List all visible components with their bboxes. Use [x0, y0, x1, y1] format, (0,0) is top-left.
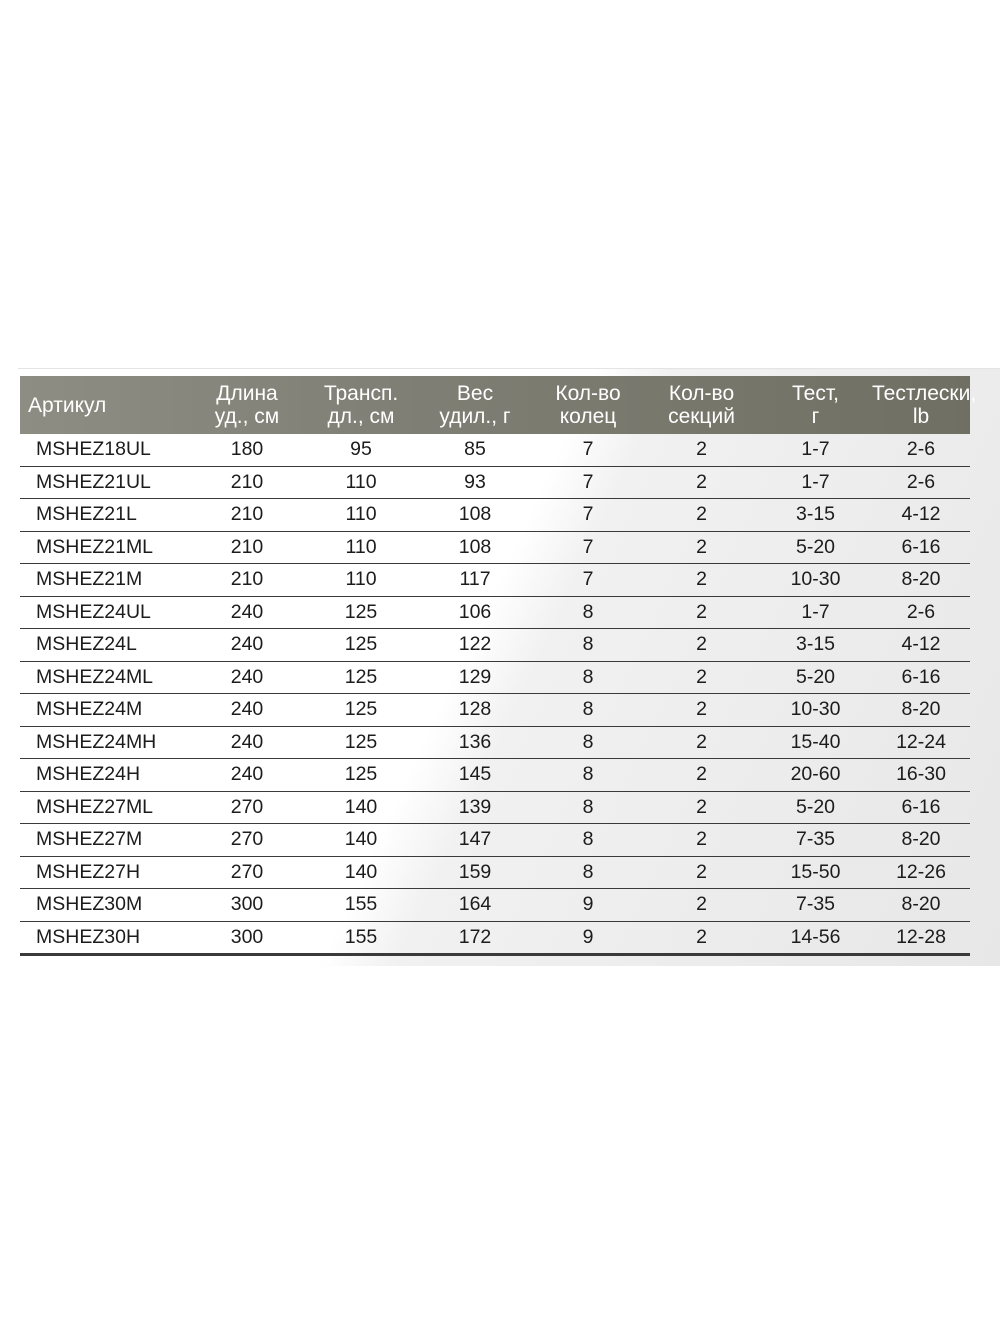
- header-row: [20, 376, 970, 434]
- cell-transport-length: 110: [304, 564, 418, 597]
- header-article: [20, 376, 190, 434]
- cell-line-test: 8-20: [872, 824, 970, 857]
- cell-rod-length: 210: [190, 531, 304, 564]
- table-row: [20, 921, 970, 955]
- table-row: [20, 466, 970, 499]
- cell-rod-length: 240: [190, 596, 304, 629]
- table-row: [20, 791, 970, 824]
- header-label-line: колец: [559, 405, 617, 428]
- cell-line-test: 2-6: [872, 596, 970, 629]
- cell-guides-count: 8: [532, 824, 644, 857]
- cell-article: MSHEZ24M: [20, 694, 190, 727]
- cell-guides-count: 9: [532, 921, 644, 955]
- cell-sections-count: 2: [644, 759, 759, 792]
- table-row: [20, 824, 970, 857]
- cell-guides-count: 8: [532, 694, 644, 727]
- header-label-line: Артикул: [28, 393, 107, 417]
- cell-casting-weight: 3-15: [759, 629, 872, 662]
- header-label-line: Тест,: [792, 382, 839, 405]
- cell-casting-weight: 10-30: [759, 564, 872, 597]
- cell-line-test: 2-6: [872, 434, 970, 466]
- table-row: [20, 596, 970, 629]
- cell-sections-count: 2: [644, 466, 759, 499]
- cell-casting-weight: 5-20: [759, 791, 872, 824]
- cell-article: MSHEZ18UL: [20, 434, 190, 466]
- header-sections-count: [644, 376, 759, 434]
- cell-casting-weight: 10-30: [759, 694, 872, 727]
- table-row: [20, 661, 970, 694]
- table-row: [20, 759, 970, 792]
- cell-article: MSHEZ30M: [20, 889, 190, 922]
- cell-rod-weight: 164: [418, 889, 532, 922]
- cell-casting-weight: 14-56: [759, 921, 872, 955]
- cell-rod-weight: 128: [418, 694, 532, 727]
- cell-line-test: 2-6: [872, 466, 970, 499]
- cell-rod-weight: 122: [418, 629, 532, 662]
- cell-transport-length: 125: [304, 759, 418, 792]
- cell-rod-length: 210: [190, 466, 304, 499]
- cell-transport-length: 110: [304, 499, 418, 532]
- cell-casting-weight: 20-60: [759, 759, 872, 792]
- table-row: [20, 726, 970, 759]
- cell-rod-length: 270: [190, 791, 304, 824]
- cell-article: MSHEZ21M: [20, 564, 190, 597]
- cell-casting-weight: 3-15: [759, 499, 872, 532]
- cell-sections-count: 2: [644, 856, 759, 889]
- cell-rod-length: 210: [190, 499, 304, 532]
- cell-line-test: 4-12: [872, 499, 970, 532]
- cell-casting-weight: 1-7: [759, 434, 872, 466]
- cell-casting-weight: 5-20: [759, 661, 872, 694]
- cell-sections-count: 2: [644, 791, 759, 824]
- table-row: [20, 694, 970, 727]
- cell-rod-length: 240: [190, 629, 304, 662]
- table-row: [20, 499, 970, 532]
- cell-line-test: 8-20: [872, 889, 970, 922]
- cell-sections-count: 2: [644, 596, 759, 629]
- cell-rod-weight: 108: [418, 499, 532, 532]
- cell-rod-weight: 117: [418, 564, 532, 597]
- cell-casting-weight: 15-50: [759, 856, 872, 889]
- header-rod-weight: [418, 376, 532, 434]
- cell-sections-count: 2: [644, 889, 759, 922]
- table-row: [20, 629, 970, 662]
- cell-rod-weight: 172: [418, 921, 532, 955]
- cell-rod-length: 270: [190, 824, 304, 857]
- cell-sections-count: 2: [644, 824, 759, 857]
- cell-transport-length: 125: [304, 629, 418, 662]
- cell-transport-length: 140: [304, 856, 418, 889]
- cell-transport-length: 110: [304, 466, 418, 499]
- cell-guides-count: 8: [532, 661, 644, 694]
- cell-guides-count: 8: [532, 856, 644, 889]
- cell-rod-weight: 93: [418, 466, 532, 499]
- rod-spec-table: [20, 376, 977, 956]
- cell-line-test: 6-16: [872, 791, 970, 824]
- cell-transport-length: 125: [304, 726, 418, 759]
- cell-article: MSHEZ27H: [20, 856, 190, 889]
- cell-transport-length: 155: [304, 921, 418, 955]
- cell-line-test: 16-30: [872, 759, 970, 792]
- header-label-line: удил., г: [439, 405, 511, 428]
- cell-guides-count: 9: [532, 889, 644, 922]
- cell-transport-length: 125: [304, 694, 418, 727]
- cell-casting-weight: 1-7: [759, 596, 872, 629]
- header-label-line: дл., см: [327, 405, 395, 428]
- cell-sections-count: 2: [644, 661, 759, 694]
- cell-rod-length: 180: [190, 434, 304, 466]
- cell-sections-count: 2: [644, 921, 759, 955]
- cell-casting-weight: 7-35: [759, 824, 872, 857]
- cell-guides-count: 7: [532, 434, 644, 466]
- cell-line-test: 6-16: [872, 661, 970, 694]
- header-label-line: lb: [912, 405, 930, 428]
- cell-line-test: 12-24: [872, 726, 970, 759]
- cell-sections-count: 2: [644, 726, 759, 759]
- cell-line-test: 8-20: [872, 564, 970, 597]
- header-label-line: уд., см: [214, 405, 280, 428]
- header-label-line: г: [811, 405, 820, 428]
- cell-article: MSHEZ24UL: [20, 596, 190, 629]
- cell-article: MSHEZ30H: [20, 921, 190, 955]
- cell-line-test: 4-12: [872, 629, 970, 662]
- header-rod-length: [190, 376, 304, 434]
- cell-article: MSHEZ27ML: [20, 791, 190, 824]
- cell-guides-count: 7: [532, 499, 644, 532]
- header-guides-count: [532, 376, 644, 434]
- cell-rod-weight: 129: [418, 661, 532, 694]
- cell-casting-weight: 15-40: [759, 726, 872, 759]
- cell-sections-count: 2: [644, 564, 759, 597]
- cell-line-test: 8-20: [872, 694, 970, 727]
- cell-sections-count: 2: [644, 434, 759, 466]
- cell-casting-weight: 7-35: [759, 889, 872, 922]
- cell-article: MSHEZ21UL: [20, 466, 190, 499]
- cell-sections-count: 2: [644, 694, 759, 727]
- cell-rod-length: 300: [190, 921, 304, 955]
- cell-guides-count: 7: [532, 531, 644, 564]
- header-label-line: секций: [668, 405, 735, 428]
- cell-sections-count: 2: [644, 531, 759, 564]
- cell-guides-count: 8: [532, 759, 644, 792]
- table-row: [20, 856, 970, 889]
- cell-casting-weight: 1-7: [759, 466, 872, 499]
- cell-sections-count: 2: [644, 629, 759, 662]
- header-label-line: Кол-во: [555, 382, 621, 405]
- header-label-line: Кол-во: [668, 382, 735, 405]
- header-line-test: [872, 376, 977, 434]
- cell-transport-length: 140: [304, 824, 418, 857]
- table-row: [20, 531, 970, 564]
- cell-line-test: 6-16: [872, 531, 970, 564]
- cell-article: MSHEZ27M: [20, 824, 190, 857]
- table-header: [20, 376, 977, 434]
- table-row: [20, 564, 970, 597]
- cell-guides-count: 7: [532, 466, 644, 499]
- cell-rod-weight: 147: [418, 824, 532, 857]
- cell-rod-weight: 106: [418, 596, 532, 629]
- cell-guides-count: 7: [532, 564, 644, 597]
- header-label-line: Трансп.: [323, 382, 399, 405]
- cell-article: MSHEZ24ML: [20, 661, 190, 694]
- table-row: [20, 434, 970, 466]
- cell-rod-weight: 136: [418, 726, 532, 759]
- cell-guides-count: 8: [532, 596, 644, 629]
- header-casting-weight: [759, 376, 872, 434]
- cell-article: MSHEZ21L: [20, 499, 190, 532]
- header-label-line: Тестлески,: [872, 382, 977, 405]
- table-body: [20, 434, 970, 955]
- cell-sections-count: 2: [644, 499, 759, 532]
- cell-guides-count: 8: [532, 791, 644, 824]
- cell-line-test: 12-26: [872, 856, 970, 889]
- cell-transport-length: 125: [304, 661, 418, 694]
- cell-article: MSHEZ21ML: [20, 531, 190, 564]
- cell-guides-count: 8: [532, 726, 644, 759]
- cell-rod-length: 210: [190, 564, 304, 597]
- cell-transport-length: 125: [304, 596, 418, 629]
- cell-casting-weight: 5-20: [759, 531, 872, 564]
- cell-rod-length: 240: [190, 661, 304, 694]
- cell-rod-weight: 139: [418, 791, 532, 824]
- cell-transport-length: 95: [304, 434, 418, 466]
- header-label-line: Длина: [216, 382, 278, 405]
- cell-rod-weight: 145: [418, 759, 532, 792]
- cell-rod-length: 240: [190, 759, 304, 792]
- cell-article: MSHEZ24MH: [20, 726, 190, 759]
- cell-article: MSHEZ24L: [20, 629, 190, 662]
- cell-transport-length: 140: [304, 791, 418, 824]
- header-transport-length: [304, 376, 418, 434]
- cell-transport-length: 155: [304, 889, 418, 922]
- cell-transport-length: 110: [304, 531, 418, 564]
- cell-rod-weight: 108: [418, 531, 532, 564]
- cell-line-test: 12-28: [872, 921, 970, 955]
- cell-article: MSHEZ24H: [20, 759, 190, 792]
- cell-guides-count: 8: [532, 629, 644, 662]
- cell-rod-weight: 159: [418, 856, 532, 889]
- cell-rod-length: 270: [190, 856, 304, 889]
- header-label-line: Вес: [456, 382, 494, 405]
- cell-rod-length: 240: [190, 694, 304, 727]
- cell-rod-length: 300: [190, 889, 304, 922]
- cell-rod-length: 240: [190, 726, 304, 759]
- cell-rod-weight: 85: [418, 434, 532, 466]
- table-row: [20, 889, 970, 922]
